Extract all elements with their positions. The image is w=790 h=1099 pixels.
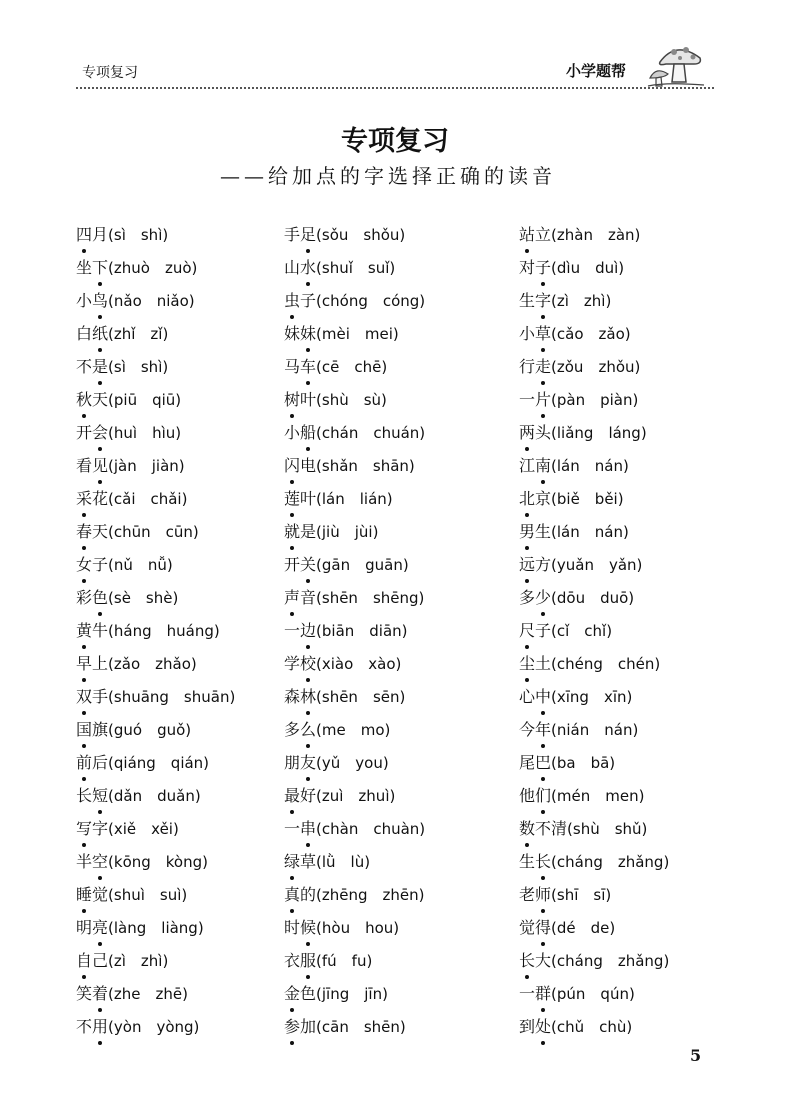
pinyin-options: (liǎng láng) (551, 424, 647, 442)
word-item (76, 911, 235, 944)
word-item (284, 680, 425, 713)
pinyin-options: (hòu hou) (316, 919, 400, 937)
pinyin-options: (biān diān) (316, 622, 408, 640)
pinyin-options: (zhǐ zǐ) (108, 325, 169, 343)
pinyin-options: (shēn sēn) (316, 688, 406, 706)
word-item (284, 713, 425, 746)
word-text: 山水 (284, 258, 316, 277)
pinyin-options: (sè shè) (108, 589, 179, 607)
pinyin-options: (sǒu shǒu) (316, 226, 406, 244)
pinyin-options: (dé de) (551, 919, 616, 937)
word-item (76, 647, 235, 680)
pinyin-options: (lǜ lù) (316, 853, 371, 871)
word-item (284, 515, 425, 548)
pinyin-options: (xīng xīn) (551, 688, 633, 706)
word-item (284, 647, 425, 680)
pinyin-options: (dìu duì) (551, 259, 625, 277)
word-item (519, 977, 669, 1010)
word-text: 自己 (76, 951, 108, 970)
word-item (519, 911, 669, 944)
word-item (284, 944, 425, 977)
section-label: 专项复习 (82, 65, 138, 81)
pinyin-options: (zhēng zhēn) (316, 886, 425, 904)
word-text: 觉得 (519, 918, 551, 937)
word-text: 半空 (76, 852, 108, 871)
word-text: 闪电 (284, 456, 316, 475)
word-text: 妹妹 (284, 324, 316, 343)
pinyin-options: (cháng zhǎng) (551, 952, 670, 970)
pinyin-options: (zhàn zàn) (551, 226, 641, 244)
pinyin-options: (zuì zhuì) (316, 787, 396, 805)
word-item (284, 350, 425, 383)
word-text: 学校 (284, 654, 316, 673)
pinyin-options: (cháng zhǎng) (551, 853, 670, 871)
word-item (519, 218, 669, 251)
word-item (519, 581, 669, 614)
word-item (519, 1010, 669, 1043)
word-text: 虫子 (284, 291, 316, 310)
word-text: 他们 (519, 786, 551, 805)
word-text: 一边 (284, 621, 316, 640)
pinyin-options: (gān guān) (316, 556, 409, 574)
word-text: 真的 (284, 885, 316, 904)
word-item (76, 746, 235, 779)
word-item (519, 680, 669, 713)
pinyin-options: (chéng chén) (551, 655, 661, 673)
word-text: 坐下 (76, 258, 108, 277)
word-item (76, 977, 235, 1010)
word-text: 春天 (76, 522, 108, 541)
pinyin-options: (yòn yòng) (108, 1018, 200, 1036)
word-item (519, 416, 669, 449)
word-item (76, 350, 235, 383)
pinyin-options: (shuì suì) (108, 886, 188, 904)
word-text: 长大 (519, 951, 551, 970)
pinyin-options: (chóng cóng) (316, 292, 426, 310)
pinyin-options: (shēn shēng) (316, 589, 425, 607)
word-text: 小草 (519, 324, 551, 343)
pinyin-options: (dōu duō) (551, 589, 635, 607)
page-subtitle: ——给加点的字选择正确的读音 (220, 164, 556, 188)
word-text: 行走 (519, 357, 551, 376)
word-item (284, 845, 425, 878)
word-text: 站立 (519, 225, 551, 244)
word-text: 绿草 (284, 852, 316, 871)
pinyin-options: (guó guǒ) (108, 721, 192, 739)
word-text: 数不清 (519, 819, 567, 838)
word-text: 笑着 (76, 984, 108, 1003)
pinyin-options: (zǒu zhǒu) (551, 358, 641, 376)
pinyin-options: (cē chē) (316, 358, 388, 376)
word-item (76, 416, 235, 449)
word-column-3 (519, 218, 669, 1043)
word-text: 金色 (284, 984, 316, 1003)
pinyin-options: (kōng kòng) (108, 853, 208, 871)
word-text: 写字 (76, 819, 108, 838)
word-item (76, 449, 235, 482)
word-item (76, 779, 235, 812)
word-item (284, 878, 425, 911)
word-text: 小鸟 (76, 291, 108, 310)
pinyin-options: (shuǐ suǐ) (316, 259, 396, 277)
page-header (0, 0, 790, 92)
word-item (519, 482, 669, 515)
word-text: 秋天 (76, 390, 108, 409)
pinyin-options: (qiáng qián) (108, 754, 210, 772)
word-text: 前后 (76, 753, 108, 772)
word-text: 开会 (76, 423, 108, 442)
pinyin-options: (xiě xěi) (108, 820, 179, 838)
header-divider (76, 87, 714, 89)
pinyin-options: (lán lián) (316, 490, 393, 508)
pinyin-options: (háng huáng) (108, 622, 220, 640)
pinyin-options: (nián nán) (551, 721, 639, 739)
word-text: 时候 (284, 918, 316, 937)
word-column-2 (284, 218, 425, 1043)
pinyin-options: (mén men) (551, 787, 645, 805)
word-item (519, 317, 669, 350)
word-item (284, 779, 425, 812)
word-text: 白纸 (76, 324, 108, 343)
word-text: 衣服 (284, 951, 316, 970)
word-item (76, 218, 235, 251)
word-item (519, 878, 669, 911)
word-text: 多少 (519, 588, 551, 607)
word-item (76, 944, 235, 977)
pinyin-options: (xiào xào) (316, 655, 402, 673)
word-text: 睡觉 (76, 885, 108, 904)
word-item (76, 482, 235, 515)
word-item (76, 614, 235, 647)
word-item (284, 284, 425, 317)
word-item (76, 284, 235, 317)
mushroom-logo-icon (646, 38, 706, 88)
word-item (284, 482, 425, 515)
word-item (284, 812, 425, 845)
pinyin-options: (ba bā) (551, 754, 616, 772)
word-column-1 (76, 218, 235, 1043)
brand-label: 小学题帮 (566, 62, 627, 80)
word-item (519, 515, 669, 548)
word-item (76, 845, 235, 878)
pinyin-options: (zhuò zuò) (108, 259, 198, 277)
pinyin-options: (biě běi) (551, 490, 624, 508)
word-text: 朋友 (284, 753, 316, 772)
pinyin-options: (chàn chuàn) (316, 820, 426, 838)
word-text: 手足 (284, 225, 316, 244)
pinyin-options: (sì shì) (108, 226, 169, 244)
word-item (519, 548, 669, 581)
word-item (519, 614, 669, 647)
pinyin-options: (cān shēn) (316, 1018, 406, 1036)
pinyin-options: (cǐ chǐ) (551, 622, 613, 640)
word-item (284, 911, 425, 944)
word-item (284, 746, 425, 779)
pinyin-options: (shī sī) (551, 886, 612, 904)
word-text: 树叶 (284, 390, 316, 409)
word-text: 生字 (519, 291, 551, 310)
word-item (284, 251, 425, 284)
pinyin-options: (shuāng shuān) (108, 688, 236, 706)
word-item (284, 977, 425, 1010)
word-text: 女子 (76, 555, 108, 574)
pinyin-options: (yuǎn yǎn) (551, 556, 643, 574)
word-text: 莲叶 (284, 489, 316, 508)
pinyin-options: (cǎi chǎi) (108, 490, 188, 508)
word-item (519, 647, 669, 680)
word-text: 尾巴 (519, 753, 551, 772)
pinyin-options: (zì zhì) (551, 292, 612, 310)
word-text: 老师 (519, 885, 551, 904)
word-text: 今年 (519, 720, 551, 739)
word-text: 明亮 (76, 918, 108, 937)
word-item (284, 218, 425, 251)
pinyin-options: (zì zhì) (108, 952, 169, 970)
word-text: 马车 (284, 357, 316, 376)
pinyin-options: (shǎn shān) (316, 457, 415, 475)
word-item (284, 416, 425, 449)
word-item (76, 812, 235, 845)
pinyin-options: (chūn cūn) (108, 523, 199, 541)
word-text: 参加 (284, 1017, 316, 1036)
word-text: 尺子 (519, 621, 551, 640)
word-text: 远方 (519, 555, 551, 574)
word-item (284, 317, 425, 350)
word-text: 就是 (284, 522, 316, 541)
pinyin-options: (dǎn duǎn) (108, 787, 201, 805)
pinyin-options: (chǔ chù) (551, 1018, 633, 1036)
pinyin-options: (pàn piàn) (551, 391, 639, 409)
word-text: 江南 (519, 456, 551, 475)
pinyin-options: (nǔ nǚ) (108, 556, 173, 574)
pinyin-options: (fú fu) (316, 952, 373, 970)
word-text: 最好 (284, 786, 316, 805)
pinyin-options: (pún qún) (551, 985, 635, 1003)
word-text: 男生 (519, 522, 551, 541)
pinyin-options: (sì shì) (108, 358, 169, 376)
word-item (76, 680, 235, 713)
word-text: 到处 (519, 1017, 551, 1036)
word-item (284, 1010, 425, 1043)
word-text: 小船 (284, 423, 316, 442)
word-text: 心中 (519, 687, 551, 706)
word-item (284, 581, 425, 614)
word-text: 双手 (76, 687, 108, 706)
word-text: 国旗 (76, 720, 108, 739)
word-text: 多么 (284, 720, 316, 739)
pinyin-options: (nǎo niǎo) (108, 292, 195, 310)
word-text: 对子 (519, 258, 551, 277)
word-text: 采花 (76, 489, 108, 508)
pinyin-options: (zǎo zhǎo) (108, 655, 197, 673)
word-item (76, 515, 235, 548)
word-item (284, 449, 425, 482)
pinyin-options: (cǎo zǎo) (551, 325, 631, 343)
pinyin-options: (jīng jīn) (316, 985, 388, 1003)
word-text: 黄牛 (76, 621, 108, 640)
word-item (76, 1010, 235, 1043)
word-item (519, 812, 669, 845)
word-text: 一片 (519, 390, 551, 409)
word-item (519, 383, 669, 416)
word-text: 尘土 (519, 654, 551, 673)
pinyin-options: (jiù jùi) (316, 523, 379, 541)
page-number: 5 (690, 1046, 702, 1065)
word-text: 早上 (76, 654, 108, 673)
pinyin-options: (me mo) (316, 721, 391, 739)
word-item (519, 845, 669, 878)
word-item (76, 581, 235, 614)
word-text: 北京 (519, 489, 551, 508)
word-text: 一串 (284, 819, 316, 838)
word-item (519, 746, 669, 779)
pinyin-options: (shù shǔ) (567, 820, 648, 838)
word-text: 声音 (284, 588, 316, 607)
pinyin-options: (lán nán) (551, 457, 629, 475)
word-item (284, 614, 425, 647)
word-item (519, 779, 669, 812)
word-item (284, 548, 425, 581)
word-text: 不是 (76, 357, 108, 376)
word-text: 生长 (519, 852, 551, 871)
pinyin-options: (mèi mei) (316, 325, 399, 343)
word-item (76, 383, 235, 416)
word-text: 不用 (76, 1017, 108, 1036)
word-text: 开关 (284, 555, 316, 574)
pinyin-options: (huì hìu) (108, 424, 182, 442)
word-item (284, 383, 425, 416)
word-item (519, 944, 669, 977)
word-item (76, 317, 235, 350)
pinyin-options: (shù sù) (316, 391, 387, 409)
word-text: 看见 (76, 456, 108, 475)
word-text: 一群 (519, 984, 551, 1003)
word-item (76, 548, 235, 581)
word-item (519, 713, 669, 746)
word-item (519, 251, 669, 284)
pinyin-options: (zhe zhē) (108, 985, 188, 1003)
word-item (76, 878, 235, 911)
pinyin-options: (piū qiū) (108, 391, 182, 409)
pinyin-options: (làng liàng) (108, 919, 204, 937)
word-item (519, 350, 669, 383)
word-text: 彩色 (76, 588, 108, 607)
word-text: 两头 (519, 423, 551, 442)
word-text: 四月 (76, 225, 108, 244)
word-item (519, 449, 669, 482)
word-item (76, 713, 235, 746)
word-text: 森林 (284, 687, 316, 706)
page-title: 专项复习 (341, 126, 449, 157)
pinyin-options: (chán chuán) (316, 424, 426, 442)
pinyin-options: (lán nán) (551, 523, 629, 541)
pinyin-options: (yǔ you) (316, 754, 389, 772)
word-text: 长短 (76, 786, 108, 805)
pinyin-options: (jàn jiàn) (108, 457, 185, 475)
word-item (76, 251, 235, 284)
word-item (519, 284, 669, 317)
